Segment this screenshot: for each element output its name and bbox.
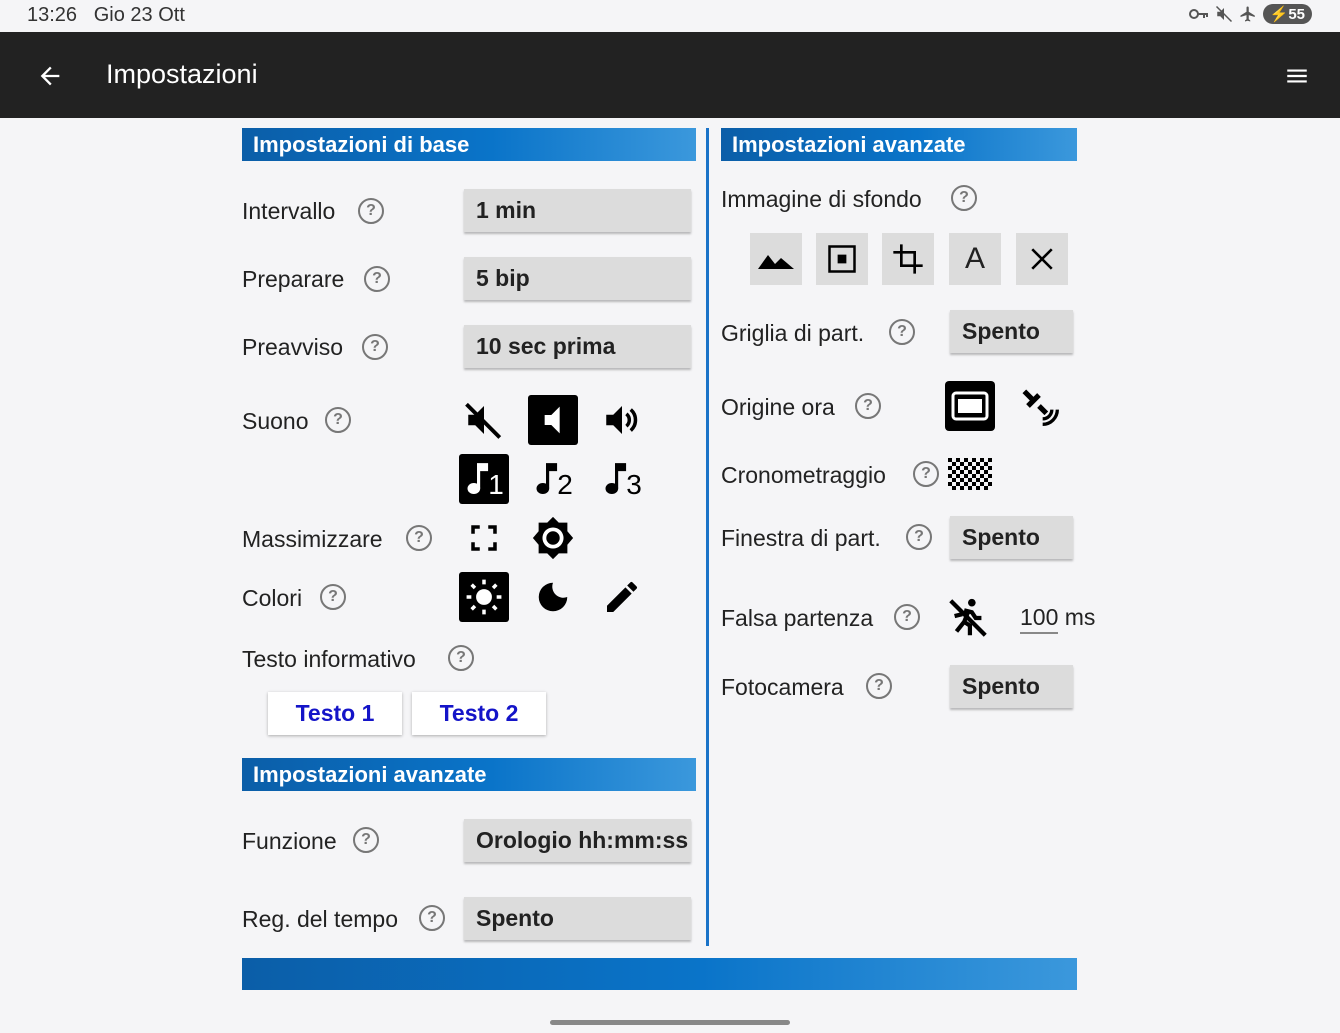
app-bar — [0, 32, 1340, 118]
tone-2-button[interactable] — [528, 454, 578, 504]
testo-1-button[interactable]: Testo 1 — [268, 692, 402, 735]
music-note-icon — [602, 460, 628, 498]
color-light-button[interactable] — [459, 572, 509, 622]
section-header-advanced-left: Impostazioni avanzate — [242, 758, 696, 791]
runner-crossed-icon — [945, 595, 991, 641]
tone-1-number: 1 — [488, 469, 504, 500]
testo-informativo-help-icon[interactable]: ? — [448, 645, 474, 671]
column-divider — [706, 128, 709, 946]
intervallo-select[interactable]: 1 min — [464, 189, 691, 232]
reg-tempo-select[interactable]: Spento — [464, 897, 691, 940]
preavviso-select[interactable]: 10 sec prima — [464, 325, 691, 368]
checkered-flag-icon — [948, 458, 992, 490]
bg-image-fit-button[interactable] — [816, 233, 868, 285]
time-source-satellite-button[interactable] — [1014, 381, 1064, 431]
airplane-icon — [1239, 5, 1257, 23]
close-icon — [1029, 246, 1055, 272]
sound-low-button[interactable] — [528, 395, 578, 445]
preparare-help-icon[interactable]: ? — [364, 266, 390, 292]
key-icon — [1189, 7, 1209, 21]
finestra-select[interactable]: Spento — [950, 516, 1073, 559]
home-indicator[interactable] — [550, 1020, 790, 1025]
satellite-icon — [1017, 384, 1061, 428]
false-start-ms-field[interactable] — [1020, 604, 1095, 631]
griglia-help-icon[interactable]: ? — [889, 319, 915, 345]
hamburger-menu-icon[interactable] — [1284, 63, 1310, 89]
colori-label: Colori — [242, 585, 303, 611]
griglia-select[interactable]: Spento — [950, 310, 1073, 353]
finestra-label: Finestra di part. — [721, 525, 881, 551]
cronometraggio-help-icon[interactable]: ? — [913, 461, 939, 487]
volume-high-icon — [601, 399, 643, 441]
footer-gradient-bar — [242, 958, 1077, 990]
checkered-flag-button[interactable] — [948, 458, 992, 490]
bg-image-select-button[interactable] — [750, 233, 802, 285]
fullscreen-icon — [467, 521, 501, 555]
page-title: Impostazioni — [106, 59, 258, 89]
colori-help-icon[interactable]: ? — [320, 584, 346, 610]
intervallo-label: Intervallo — [242, 198, 336, 224]
color-custom-button[interactable] — [597, 572, 647, 622]
tone-1-button[interactable] — [459, 454, 509, 504]
crop-icon — [892, 243, 924, 275]
moon-icon — [534, 578, 572, 616]
falsa-partenza-label: Falsa partenza — [721, 605, 874, 631]
fotocamera-select[interactable]: Spento — [950, 665, 1073, 708]
bg-image-text-button[interactable]: A — [949, 233, 1001, 285]
preavviso-label: Preavviso — [242, 334, 343, 360]
funzione-select[interactable]: Orologio hh:mm:ss — [464, 819, 691, 862]
suono-help-icon[interactable]: ? — [325, 407, 351, 433]
time-source-device-button[interactable] — [945, 381, 995, 431]
intervallo-help-icon[interactable]: ? — [358, 198, 384, 224]
finestra-help-icon[interactable]: ? — [906, 524, 932, 550]
back-arrow-icon[interactable] — [36, 62, 64, 90]
section-header-basic: Impostazioni di base — [242, 128, 696, 161]
preparare-label: Preparare — [242, 266, 345, 292]
testo-2-button[interactable]: Testo 2 — [412, 692, 546, 735]
preparare-select[interactable]: 5 bip — [464, 257, 691, 300]
testo-informativo-label: Testo informativo — [242, 646, 416, 672]
section-header-advanced-right: Impostazioni avanzate — [721, 128, 1077, 161]
fotocamera-help-icon[interactable]: ? — [866, 673, 892, 699]
false-start-ms-unit: ms — [1064, 604, 1096, 630]
origine-ora-label: Origine ora — [721, 394, 835, 420]
tone-3-number: 3 — [626, 469, 642, 500]
reg-tempo-label: Reg. del tempo — [242, 906, 398, 932]
tone-2-number: 2 — [557, 469, 573, 500]
false-start-toggle[interactable] — [943, 593, 993, 643]
griglia-label: Griglia di part. — [721, 320, 865, 346]
music-note-icon — [464, 460, 490, 498]
funzione-label: Funzione — [242, 828, 337, 854]
fit-frame-icon — [827, 244, 857, 274]
status-time: 13:26 Gio 23 Ott — [27, 4, 185, 26]
device-screen-icon — [951, 391, 989, 421]
battery-indicator: ⚡55 — [1263, 4, 1312, 24]
suono-label: Suono — [242, 408, 309, 434]
fullscreen-button[interactable] — [459, 513, 509, 563]
music-note-icon — [533, 460, 559, 498]
fotocamera-label: Fotocamera — [721, 674, 844, 700]
color-dark-button[interactable] — [528, 572, 578, 622]
landscape-icon — [756, 247, 796, 271]
brightness-max-button[interactable] — [528, 513, 578, 563]
bg-image-remove-button[interactable] — [1016, 233, 1068, 285]
status-bar — [0, 0, 1340, 32]
mute-icon — [1215, 5, 1233, 23]
preavviso-help-icon[interactable]: ? — [362, 334, 388, 360]
sound-off-button[interactable] — [459, 395, 509, 445]
cronometraggio-label: Cronometraggio — [721, 462, 886, 488]
tone-3-button[interactable] — [597, 454, 647, 504]
funzione-help-icon[interactable]: ? — [353, 827, 379, 853]
massimizzare-label: Massimizzare — [242, 526, 383, 552]
volume-off-icon — [463, 399, 505, 441]
volume-low-icon — [533, 400, 573, 440]
massimizzare-help-icon[interactable]: ? — [406, 525, 432, 551]
falsa-partenza-help-icon[interactable]: ? — [894, 604, 920, 630]
immagine-sfondo-label: Immagine di sfondo — [721, 186, 922, 212]
false-start-ms-value[interactable]: 100 — [1020, 604, 1058, 634]
pencil-icon — [602, 577, 642, 617]
immagine-sfondo-help-icon[interactable]: ? — [951, 185, 977, 211]
sound-high-button[interactable] — [597, 395, 647, 445]
brightness-icon — [530, 515, 576, 561]
origine-ora-help-icon[interactable]: ? — [855, 393, 881, 419]
status-icons — [1189, 4, 1312, 24]
reg-tempo-help-icon[interactable]: ? — [419, 905, 445, 931]
bg-image-crop-button[interactable] — [882, 233, 934, 285]
sun-icon — [465, 578, 503, 616]
